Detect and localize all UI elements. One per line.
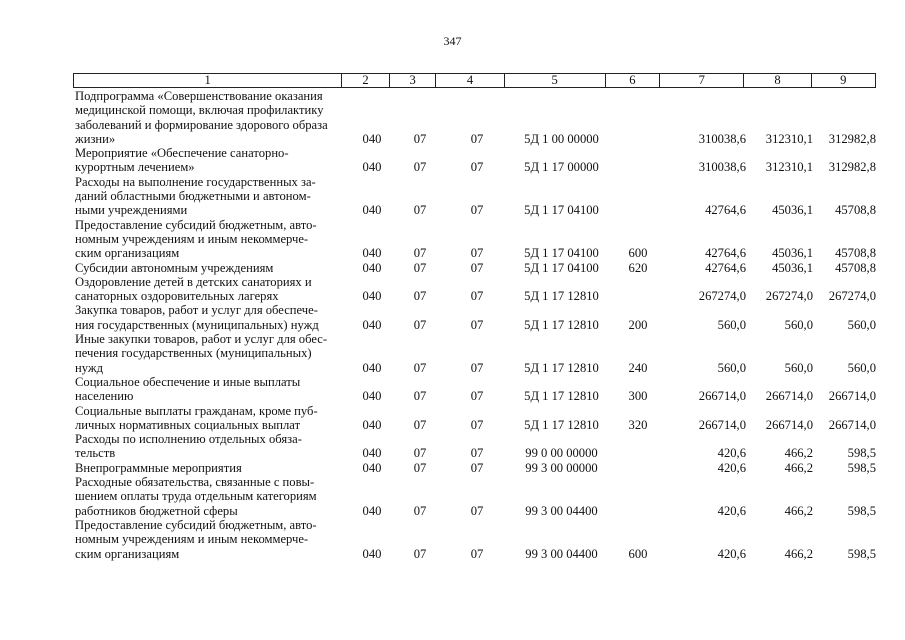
cell-c2: 040: [362, 546, 382, 561]
table-row: [75, 275, 876, 304]
cell-c2: 040: [362, 246, 382, 261]
row-description: [75, 432, 347, 461]
description-line: нужд: [75, 360, 103, 375]
cell-c3: 07: [413, 203, 427, 218]
cell-c7: 560,0: [717, 360, 746, 375]
cell-c8: 45036,1: [772, 260, 813, 275]
cell-c4: 07: [470, 503, 484, 518]
table-row: [75, 375, 876, 404]
cell-c3: 07: [413, 460, 427, 475]
budget-table: [75, 89, 876, 561]
cell-c8: 312310,1: [765, 160, 813, 175]
header-col-3: 3: [389, 74, 436, 87]
cell-c2: 040: [362, 260, 382, 275]
cell-c9: 560,0: [847, 360, 876, 375]
cell-c8: 466,2: [784, 503, 813, 518]
cell-c4: 07: [470, 389, 484, 404]
cell-c3: 07: [413, 131, 427, 146]
cell-c8: 466,2: [784, 446, 813, 461]
cell-c9: 45708,8: [835, 246, 876, 261]
table-row: [75, 404, 876, 433]
table-row: [75, 332, 876, 375]
description-line: ским организациям: [75, 546, 180, 561]
cell-c7: 310038,6: [698, 160, 746, 175]
cell-c4: 07: [470, 546, 484, 561]
row-description: [75, 375, 347, 404]
cell-c5: 5Д 1 17 12810: [524, 289, 599, 304]
header-col-8: 8: [743, 74, 810, 87]
row-description: [75, 261, 347, 275]
cell-c5: 5Д 1 17 04100: [524, 260, 599, 275]
description-line: Расходные обязательства, связанные с повы-: [75, 475, 315, 490]
row-description: [75, 332, 347, 375]
cell-c7: 266714,0: [698, 417, 746, 432]
cell-c8: 466,2: [784, 546, 813, 561]
cell-c5: 5Д 1 00 00000: [524, 131, 599, 146]
row-description: [75, 89, 347, 146]
description-line: Расходы на выполнение государственных за-: [75, 174, 316, 189]
cell-c5: 99 3 00 04400: [525, 503, 598, 518]
cell-c8: 45036,1: [772, 203, 813, 218]
table-row: [75, 175, 876, 218]
cell-c7: 560,0: [717, 317, 746, 332]
row-description: [75, 275, 347, 304]
cell-c9: 598,5: [847, 503, 876, 518]
cell-c3: 07: [413, 289, 427, 304]
cell-c4: 07: [470, 289, 484, 304]
header-col-2: 2: [341, 74, 389, 87]
cell-c2: 040: [362, 317, 382, 332]
cell-c8: 560,0: [784, 360, 813, 375]
description-line: Социальные выплаты гражданам, кроме пуб-: [75, 403, 318, 418]
description-line: номным учреждениям и иным некоммерче-: [75, 231, 309, 246]
cell-c3: 07: [413, 360, 427, 375]
cell-c2: 040: [362, 160, 382, 175]
description-line: Субсидии автономным учреждениям: [75, 260, 274, 275]
cell-c7: 267274,0: [698, 289, 746, 304]
cell-c4: 07: [470, 160, 484, 175]
description-line: Предоставление субсидий бюджетным, авто-: [75, 217, 317, 232]
cell-c4: 07: [470, 417, 484, 432]
description-line: даний областными бюджетными и автоном-: [75, 189, 311, 204]
cell-c5: 99 3 00 00000: [525, 460, 598, 475]
description-line: работников бюджетной сферы: [75, 503, 238, 518]
row-description: [75, 218, 347, 261]
cell-c9: 266714,0: [828, 389, 876, 404]
cell-c6: 200: [628, 317, 648, 332]
description-line: шением оплаты труда отдельным категориям: [75, 489, 317, 504]
cell-c7: 420,6: [717, 460, 746, 475]
table-row: [75, 261, 876, 275]
table-row: [75, 475, 876, 518]
page-number: 347: [443, 34, 462, 48]
description-line: санаторных оздоровительных лагерях: [75, 289, 279, 304]
cell-c7: 42764,6: [705, 260, 746, 275]
cell-c3: 07: [413, 260, 427, 275]
cell-c7: 266714,0: [698, 389, 746, 404]
row-description: [75, 303, 347, 332]
cell-c5: 99 0 00 00000: [525, 446, 598, 461]
header-col-1: 1: [204, 73, 211, 87]
cell-c2: 040: [362, 460, 382, 475]
cell-c5: 5Д 1 17 12810: [524, 389, 599, 404]
description-line: тельств: [75, 446, 116, 461]
cell-c4: 07: [470, 360, 484, 375]
row-description: [75, 175, 347, 218]
cell-c8: 312310,1: [765, 131, 813, 146]
row-description: [75, 475, 347, 518]
cell-c3: 07: [413, 417, 427, 432]
description-line: Предоставление субсидий бюджетным, авто-: [75, 517, 317, 532]
cell-c8: 266714,0: [765, 417, 813, 432]
cell-c9: 45708,8: [835, 260, 876, 275]
cell-c9: 45708,8: [835, 203, 876, 218]
header-col-4: 4: [435, 74, 503, 87]
header-col-7: 7: [659, 74, 743, 87]
description-line: Расходы по исполнению отдельных обяза-: [75, 432, 302, 447]
cell-c5: 5Д 1 17 04100: [524, 203, 599, 218]
cell-c6: 240: [628, 360, 648, 375]
description-line: Иные закупки товаров, работ и услуг для обес-: [75, 332, 328, 347]
cell-c8: 267274,0: [765, 289, 813, 304]
header-col-6: 6: [605, 74, 659, 87]
cell-c6: 600: [628, 246, 648, 261]
cell-c9: 598,5: [847, 546, 876, 561]
table-row: [75, 218, 876, 261]
cell-c4: 07: [470, 246, 484, 261]
cell-c4: 07: [470, 460, 484, 475]
description-line: Оздоровление детей в детских санаториях и: [75, 274, 312, 289]
row-description: [75, 404, 347, 433]
table-row: [75, 146, 876, 175]
cell-c4: 07: [470, 317, 484, 332]
description-line: номным учреждениям и иным некоммерче-: [75, 532, 309, 547]
description-line: личных нормативных социальных выплат: [75, 417, 301, 432]
cell-c8: 466,2: [784, 460, 813, 475]
table-row: [75, 518, 876, 561]
description-line: ния государственных (муниципальных) нужд: [75, 317, 319, 332]
cell-c5: 5Д 1 17 12810: [524, 360, 599, 375]
cell-c9: 560,0: [847, 317, 876, 332]
description-line: Мероприятие «Обеспечение санаторно-: [75, 146, 289, 161]
cell-c7: 42764,6: [705, 203, 746, 218]
cell-c4: 07: [470, 446, 484, 461]
cell-c9: 598,5: [847, 446, 876, 461]
description-line: ским организациям: [75, 246, 180, 261]
cell-c7: 310038,6: [698, 131, 746, 146]
cell-c5: 5Д 1 17 12810: [524, 417, 599, 432]
cell-c2: 040: [362, 289, 382, 304]
cell-c2: 040: [362, 389, 382, 404]
cell-c5: 5Д 1 17 04100: [524, 246, 599, 261]
description-line: ными учреждениями: [75, 203, 188, 218]
cell-c2: 040: [362, 446, 382, 461]
description-line: Подпрограмма «Совершенствование оказания: [75, 89, 323, 103]
cell-c2: 040: [362, 417, 382, 432]
table-row: [75, 461, 876, 475]
cell-c3: 07: [413, 246, 427, 261]
header-col-9: 9: [811, 74, 875, 87]
row-description: [75, 461, 347, 475]
row-description: [75, 518, 347, 561]
cell-c5: 99 3 00 04400: [525, 546, 598, 561]
cell-c6: 620: [628, 260, 648, 275]
description-line: жизни»: [75, 131, 116, 146]
description-line: населению: [75, 389, 134, 404]
cell-c6: 300: [628, 389, 648, 404]
description-line: Закупка товаров, работ и услуг для обеспече-: [75, 303, 318, 318]
table-row: [75, 432, 876, 461]
cell-c5: 5Д 1 17 12810: [524, 317, 599, 332]
cell-c8: 45036,1: [772, 246, 813, 261]
cell-c2: 040: [362, 360, 382, 375]
cell-c8: 560,0: [784, 317, 813, 332]
cell-c9: 312982,8: [828, 160, 876, 175]
cell-c9: 267274,0: [828, 289, 876, 304]
table-row: [75, 89, 876, 146]
cell-c4: 07: [470, 203, 484, 218]
cell-c2: 040: [362, 131, 382, 146]
header-col-5: 5: [504, 74, 605, 87]
cell-c3: 07: [413, 503, 427, 518]
cell-c7: 420,6: [717, 546, 746, 561]
cell-c3: 07: [413, 446, 427, 461]
cell-c2: 040: [362, 203, 382, 218]
description-line: Внепрограммные мероприятия: [75, 460, 242, 475]
description-line: Социальное обеспечение и иные выплаты: [75, 374, 301, 389]
cell-c8: 266714,0: [765, 389, 813, 404]
cell-c4: 07: [470, 131, 484, 146]
description-line: медицинской помощи, включая профилактику: [75, 103, 324, 118]
row-description: [75, 146, 347, 175]
description-line: курортным лечением»: [75, 160, 195, 175]
cell-c3: 07: [413, 160, 427, 175]
cell-c3: 07: [413, 317, 427, 332]
cell-c4: 07: [470, 260, 484, 275]
cell-c7: 42764,6: [705, 246, 746, 261]
cell-c6: 320: [628, 417, 648, 432]
cell-c9: 598,5: [847, 460, 876, 475]
cell-c6: 600: [628, 546, 648, 561]
cell-c2: 040: [362, 503, 382, 518]
description-line: печения государственных (муниципальных): [75, 346, 312, 361]
cell-c3: 07: [413, 389, 427, 404]
table-header: [73, 73, 876, 88]
table-row: [75, 303, 876, 332]
description-line: заболеваний и формирование здорового образа: [75, 117, 328, 132]
cell-c5: 5Д 1 17 00000: [524, 160, 599, 175]
cell-c3: 07: [413, 546, 427, 561]
cell-c9: 266714,0: [828, 417, 876, 432]
cell-c7: 420,6: [717, 503, 746, 518]
cell-c7: 420,6: [717, 446, 746, 461]
cell-c9: 312982,8: [828, 131, 876, 146]
